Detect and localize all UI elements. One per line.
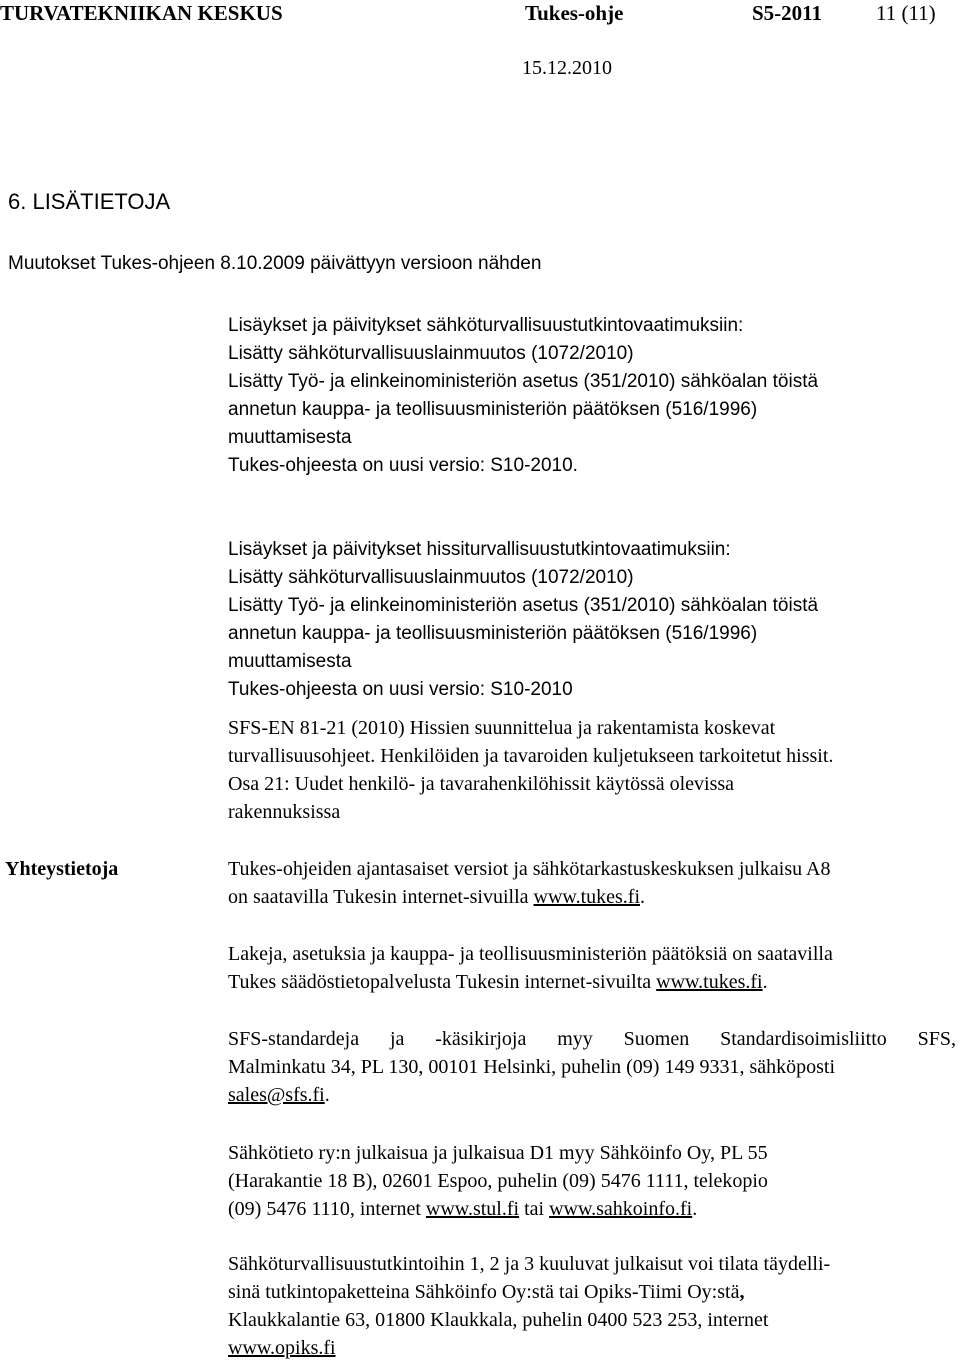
stul-link[interactable]: www.stul.fi	[425, 1198, 520, 1220]
changes-elevator-line: Lisätty sähköturvallisuuslainmuutos (1072/2010)	[228, 567, 634, 588]
paragraph-line: Tukes säädöstietopalvelusta Tukesin internet-sivuilta www.tukes.fi.	[228, 971, 768, 993]
changes-electrical-line: muuttamisesta	[228, 427, 352, 448]
contact-paragraph-opiks	[228, 1250, 956, 1362]
standard-reference	[228, 714, 956, 826]
standard-line: turvallisuusohjeet. Henkilöiden ja tavaroiden kuljetukseen tarkoitetut hissit.	[228, 745, 834, 767]
changes-elevator-line: Tukes-ohjeesta on uusi versio: S10-2010	[228, 679, 573, 700]
changes-electrical-line: Lisätty Työ- ja elinkeinoministeriön asetus (351/2010) sähköalan töistä	[228, 371, 819, 392]
paragraph-line: Sähkötieto ry:n julkaisua ja julkaisua D1 myy Sähköinfo Oy, PL 55	[228, 1142, 768, 1164]
paragraph-line: Sähköturvallisuustutkintoihin 1, 2 ja 3 kuuluvat julkaisut voi tilata täydelli-	[228, 1253, 831, 1275]
contact-label: Yhteystietoja	[5, 858, 119, 880]
standard-line: SFS-EN 81-21 (2010) Hissien suunnittelua ja rakentamista koskevat	[228, 717, 776, 739]
header-page-number: 11 (11)	[876, 1, 936, 25]
paragraph-line: (09) 5476 1110, internet www.stul.fi tai www.sahkoinfo.fi.	[228, 1198, 698, 1220]
paragraph-line: sinä tutkintopaketteina Sähköinfo Oy:stä tai Opiks-Tiimi Oy:stä,	[228, 1281, 745, 1303]
section-subtitle: Muutokset Tukes-ohjeen 8.10.2009 päivättyyn versioon nähden	[8, 253, 542, 274]
standard-line: Osa 21: Uudet henkilö- ja tavarahenkilöhissit käytössä olevissa	[228, 773, 735, 795]
paragraph-line: Tukes-ohjeiden ajantasaiset versiot ja sähkötarkastuskeskuksen julkaisu A8	[228, 858, 831, 880]
changes-elevator-line: muuttamisesta	[228, 651, 352, 672]
header-org: TURVATEKNIIKAN KESKUS	[0, 1, 283, 25]
section-title: 6. LISÄTIETOJA	[8, 189, 171, 214]
contact-paragraph-sahkotieto	[228, 1139, 956, 1223]
changes-elevator	[228, 536, 956, 704]
paragraph-line	[228, 1334, 956, 1362]
changes-electrical-line: Tukes-ohjeesta on uusi versio: S10-2010.	[228, 455, 578, 476]
paragraph-line: sales@sfs.fi.	[228, 1084, 330, 1106]
changes-elevator-line: Lisätty Työ- ja elinkeinoministeriön asetus (351/2010) sähköalan töistä	[228, 595, 819, 616]
paragraph-line: Malminkatu 34, PL 130, 00101 Helsinki, puhelin (09) 149 9331, sähköposti	[228, 1056, 836, 1078]
header-doc-type: Tukes-ohje	[525, 1, 624, 25]
header-date: 15.12.2010	[522, 57, 612, 79]
paragraph-line: (Harakantie 18 B), 02601 Espoo, puhelin (09) 5476 1111, telekopio	[228, 1170, 768, 1192]
paragraph-line: SFS-standardeja ja -käsikirjoja myy Suomen Standardisoimisliitto SFS,	[228, 1028, 956, 1050]
changes-elevator-line: annetun kauppa- ja teollisuusministeriön päätöksen (516/1996)	[228, 623, 758, 644]
contact-paragraph-laws	[228, 940, 956, 996]
sahkoinfo-link[interactable]: www.sahkoinfo.fi	[549, 1198, 693, 1220]
sfs-email-link[interactable]: sales@sfs.fi	[228, 1084, 325, 1106]
contact-paragraph-tukes	[228, 855, 956, 911]
tukes-link[interactable]: www.tukes.fi	[656, 971, 763, 993]
changes-elevator-heading: Lisäykset ja päivitykset hissiturvallisuustutkintovaatimuksiin:	[228, 539, 731, 560]
changes-electrical-line: Lisätty sähköturvallisuuslainmuutos (1072/2010)	[228, 343, 634, 364]
opiks-link[interactable]: www.opiks.fi	[228, 1337, 336, 1359]
header-doc-code: S5-2011	[752, 1, 823, 25]
paragraph-line: Klaukkalantie 63, 01800 Klaukkala, puhelin 0400 523 253, internet	[228, 1309, 769, 1331]
contact-paragraph-sfs	[228, 1025, 956, 1109]
changes-electrical-heading: Lisäykset ja päivitykset sähköturvallisuustutkintovaatimuksiin:	[228, 315, 744, 336]
paragraph-line: Lakeja, asetuksia ja kauppa- ja teollisuusministeriön päätöksiä on saatavilla	[228, 943, 833, 965]
tukes-link[interactable]: www.tukes.fi	[533, 886, 640, 908]
standard-line: rakennuksissa	[228, 801, 341, 823]
changes-electrical	[228, 312, 956, 480]
paragraph-line: on saatavilla Tukesin internet-sivuilla www.tukes.fi.	[228, 886, 645, 908]
changes-electrical-line: annetun kauppa- ja teollisuusministeriön päätöksen (516/1996)	[228, 399, 758, 420]
